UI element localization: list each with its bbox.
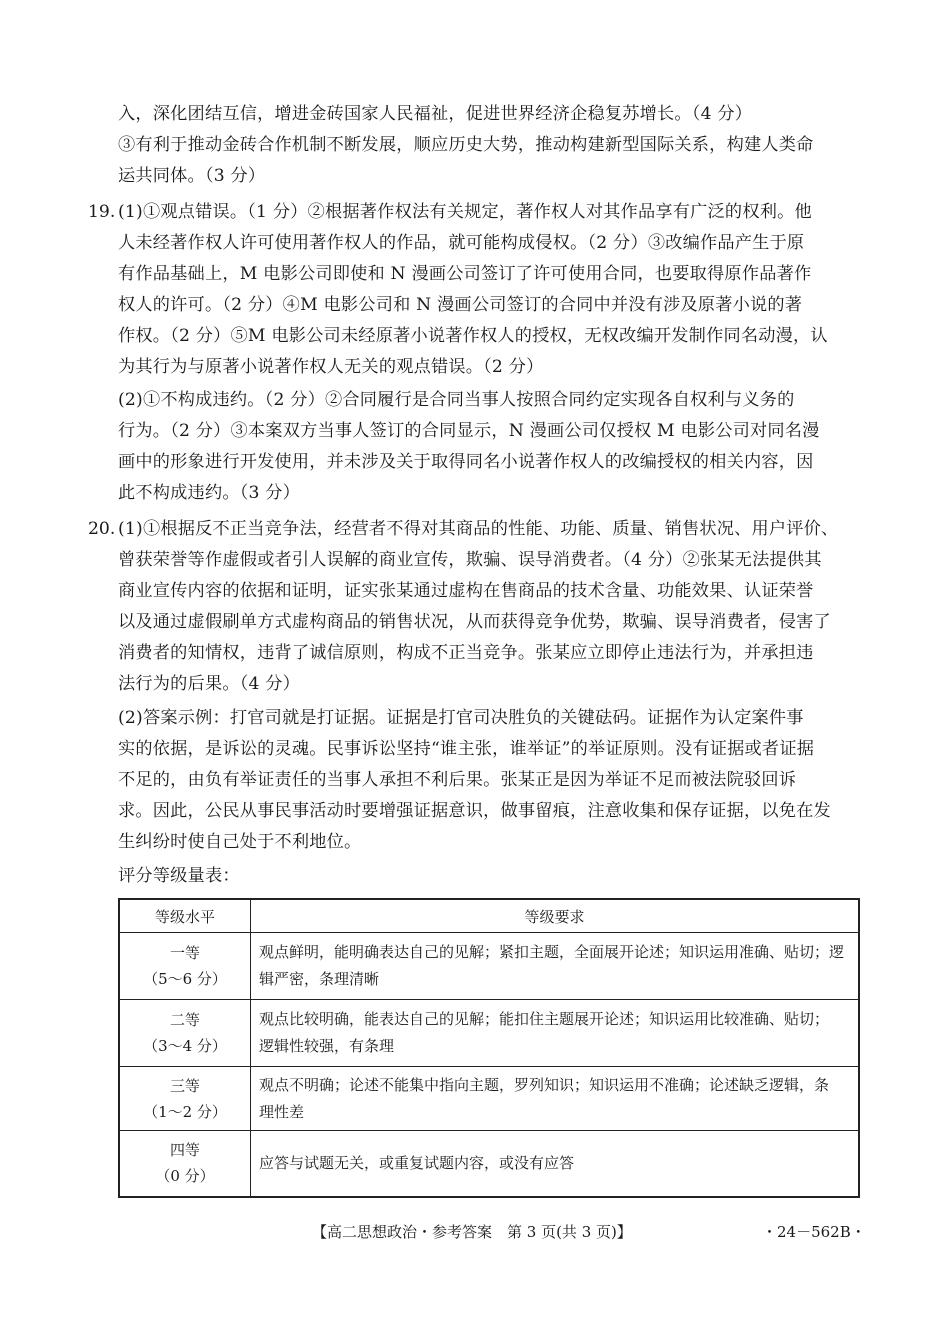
- requirement-cell: [251, 1067, 860, 1131]
- table-row: [119, 933, 859, 1000]
- q19-line: 为其行为与原著小说著作权人无关的观点错误。（2 分）: [118, 357, 544, 377]
- question-19-number: 19.: [88, 202, 116, 222]
- header-requirement: 等级要求: [251, 899, 860, 933]
- continuation-line-2: ③有利于推动金砖合作机制不断发展，顺应历史大势，推动构建新型国际关系，构建人类命: [118, 135, 814, 155]
- header-level: 等级水平: [119, 899, 251, 933]
- q19-line: 作权。（2 分）⑤M 电影公司未经原著小说著作权人的授权，无权改编开发制作同名动漫，认: [118, 326, 828, 346]
- table-header-row: [119, 899, 859, 933]
- question-20-number: 20.: [88, 519, 116, 539]
- requirement-text: 观点比较明确，能表达自己的见解；能扣住主题展开论述；知识运用比较准确、贴切；: [259, 1010, 830, 1028]
- q20-line: 不足的，由负有举证责任的当事人承担不利后果。张某正是因为举证不足而被法院驳回诉: [118, 770, 797, 790]
- grading-scale-caption: 评分等级量表：: [118, 866, 240, 886]
- level-name: 三等: [169, 1076, 200, 1095]
- q20-line: 实的依据，是诉讼的灵魂。民事诉讼坚持“谁主张，谁举证”的举证原则。没有证据或者证据: [118, 739, 815, 759]
- q20-line: 法行为的后果。（4 分）: [118, 674, 301, 694]
- q20-line: 生纠纷时使自己处于不利地位。: [118, 832, 362, 852]
- requirement-text: 应答与试题无关，或重复试题内容，或没有应答: [259, 1153, 575, 1172]
- q19-line: (2)①不构成违约。（2 分）②合同履行是合同当事人按照合同约定实现各自权利与义务的: [118, 390, 795, 410]
- q20-line: 曾获荣誉等作虚假或者引人误解的商业宣传，欺骗、误导消费者。（4 分）②张某无法提供其: [118, 550, 822, 570]
- level-name: 一等: [169, 944, 200, 962]
- continuation-line-3: 运共同体。（3 分）: [118, 166, 266, 186]
- table-row: [119, 1000, 859, 1067]
- level-score: （5～6 分）: [143, 970, 227, 988]
- requirement-cell: [251, 933, 860, 1000]
- q20-line: 求。因此，公民从事民事活动时要增强证据意识，做事留痕，注意收集和保存证据，以免在发: [118, 801, 831, 821]
- level-score: （1～2 分）: [143, 1102, 227, 1121]
- q19-line: 权人的许可。（2 分）④M 电影公司和 N 漫画公司签订的合同中并没有涉及原著小说的著: [118, 295, 803, 315]
- requirement-text: 观点不明确；论述不能集中指向主题，罗列知识；知识运用不准确；论述缺乏逻辑，条: [259, 1075, 830, 1094]
- requirement-text: 逻辑性较强，有条理: [259, 1037, 395, 1055]
- level-cell: [119, 1067, 251, 1131]
- grading-table: [118, 898, 860, 1198]
- q20-line: 以及通过虚假刷单方式虚构商品的销售状况，从而获得竞争优势，欺骗、误导消费者，侵害了: [118, 612, 831, 632]
- table-row: [119, 1067, 859, 1131]
- requirement-text: 辑严密，条理清晰: [259, 970, 380, 988]
- level-score: （3～4 分）: [143, 1037, 227, 1055]
- q20-line: 消费者的知情权，违背了诚信原则，构成不正当竞争。张某应立即停止违法行为，并承担违: [118, 643, 814, 663]
- level-name: 四等: [169, 1141, 200, 1160]
- level-cell: [119, 1131, 251, 1197]
- table-row: [119, 1131, 859, 1197]
- q19-line: 画中的形象进行开发使用，并未涉及关于取得同名小说著作权人的改编授权的相关内容，因: [118, 452, 814, 472]
- requirement-text: 理性差: [259, 1102, 305, 1121]
- requirement-cell: [251, 1000, 860, 1067]
- footer-code: ・24－562B・: [762, 1223, 866, 1241]
- level-name: 二等: [169, 1011, 200, 1029]
- continuation-line-1: 入，深化团结互信，增进金砖国家人民福祉，促进世界经济企稳复苏增长。（4 分）: [118, 104, 753, 124]
- requirement-cell: [251, 1131, 860, 1197]
- level-cell: [119, 933, 251, 1000]
- q19-line: 人未经著作权人许可使用著作权人的作品，就可能构成侵权。（2 分）③改编作品产生于原: [118, 233, 805, 253]
- q19-line: 行为。（2 分）③本案双方当事人签订的合同显示，N 漫画公司仅授权 M 电影公司对同名漫: [118, 421, 820, 441]
- q20-line: (2)答案示例：打官司就是打证据。证据是打官司决胜负的关键砝码。证据作为认定案件事: [118, 708, 804, 728]
- q20-line: (1)①根据反不正当竞争法，经营者不得对其商品的性能、功能、质量、销售状况、用户评价、: [118, 519, 839, 539]
- footer-title: 【高二思想政治・参考答案 第 3 页(共 3 页)】: [312, 1223, 632, 1241]
- q19-line: 有作品基础上，M 电影公司即使和 N 漫画公司签订了许可使用合同，也要取得原作品著作: [118, 264, 812, 284]
- q19-line: 此不构成违约。（3 分）: [118, 483, 301, 503]
- level-cell: [119, 1000, 251, 1067]
- level-score: （0 分）: [155, 1167, 215, 1186]
- q20-line: 商业宣传内容的依据和证明，证实张某通过虚构在售商品的技术含量、功能效果、认证荣誉: [118, 581, 814, 601]
- q19-line: (1)①观点错误。（1 分）②根据著作权法有关规定，著作权人对其作品享有广泛的权利。他: [118, 202, 812, 222]
- requirement-text: 观点鲜明，能明确表达自己的见解；紧扣主题，全面展开论述；知识运用准确、贴切；逻: [259, 943, 845, 961]
